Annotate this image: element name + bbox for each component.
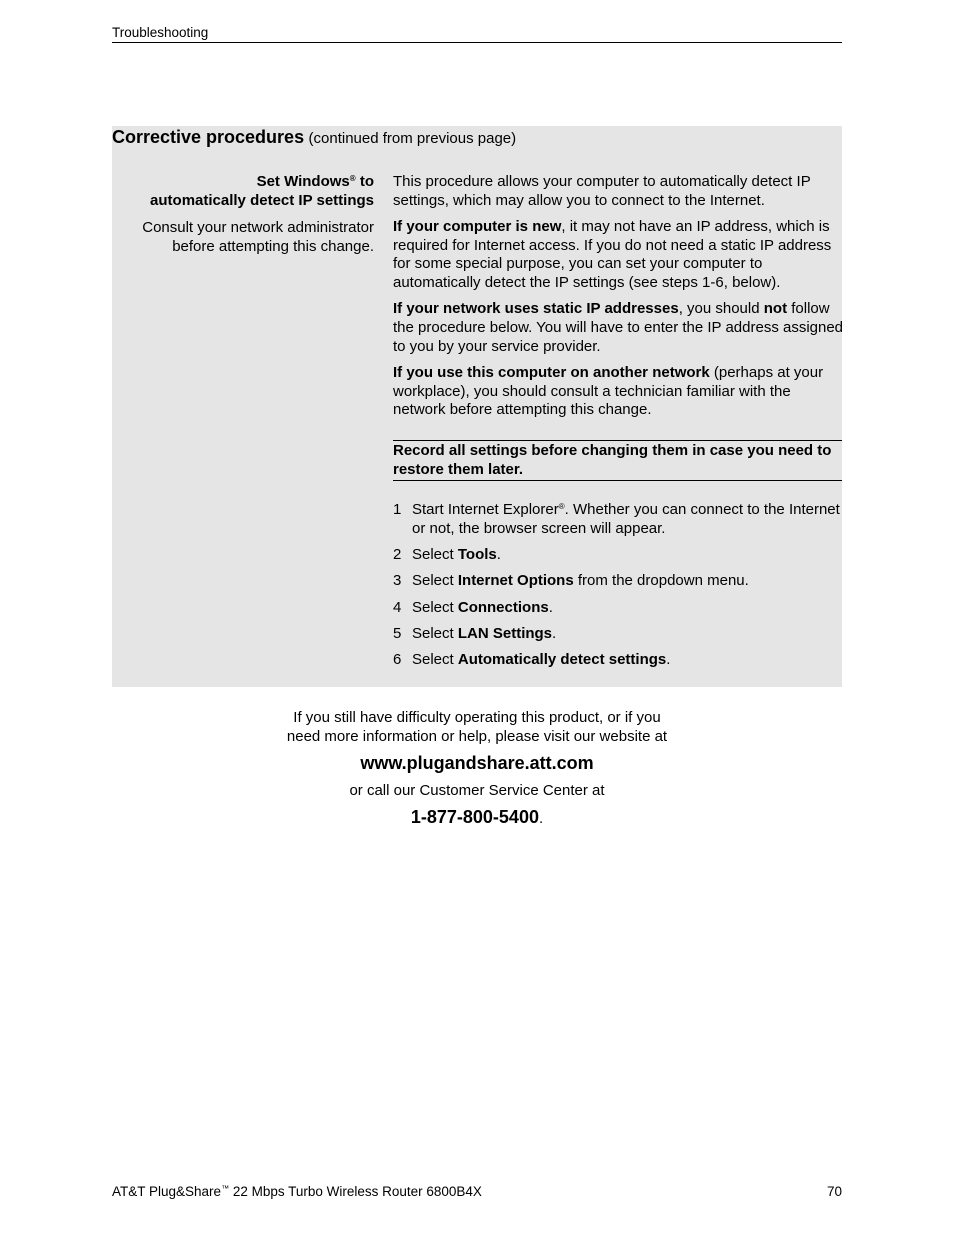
step-bold: LAN Settings bbox=[457, 624, 553, 642]
other-network-text: (perhaps at your workplace), you should consult a technician familiar with the network before attempting this change. bbox=[393, 363, 824, 419]
procedure-heading-text: Set Windows bbox=[256, 173, 350, 190]
step-number: 1 bbox=[393, 501, 402, 519]
step-text: Select bbox=[412, 572, 458, 590]
new-computer-paragraph bbox=[393, 218, 845, 293]
step-number: 4 bbox=[393, 598, 402, 616]
trademark-mark: ™ bbox=[221, 1184, 230, 1193]
static-ip-text: , you should bbox=[678, 300, 764, 318]
registered-mark: ® bbox=[558, 502, 565, 512]
other-network-paragraph bbox=[393, 364, 845, 420]
step-bold: Internet Options bbox=[457, 572, 574, 590]
steps-list bbox=[393, 501, 845, 669]
procedure-body bbox=[393, 173, 845, 677]
step-text-post: . bbox=[552, 624, 557, 642]
step-item bbox=[393, 501, 845, 538]
procedure-heading-text-2: to bbox=[355, 173, 374, 190]
step-bold: Automatically detect settings bbox=[457, 651, 667, 669]
page-number: 70 bbox=[826, 1184, 842, 1199]
product-name-part2: 22 Mbps Turbo Wireless Router 6800B4X bbox=[229, 1184, 482, 1199]
step-text-post: . bbox=[548, 598, 553, 616]
step-text-post: . bbox=[666, 651, 671, 669]
step-text: Select bbox=[412, 624, 458, 642]
static-ip-bold: If your network uses static IP addresses bbox=[393, 300, 679, 318]
step-number: 6 bbox=[393, 651, 402, 669]
help-text-line1: If you still have difficulty operating this product, or if you bbox=[293, 709, 661, 726]
help-contact-block bbox=[112, 708, 842, 836]
step-number: 3 bbox=[393, 572, 402, 590]
caution-box: Record all settings before changing them in case you need to restore them later. bbox=[393, 440, 842, 481]
panel-title bbox=[112, 127, 516, 148]
static-ip-paragraph bbox=[393, 300, 845, 356]
phone-period: . bbox=[538, 810, 544, 827]
step-item bbox=[393, 572, 845, 591]
step-text: Select bbox=[412, 651, 458, 669]
step-number: 5 bbox=[393, 624, 402, 642]
step-text-post: . bbox=[496, 546, 501, 564]
step-text-post: from the dropdown menu. bbox=[573, 572, 749, 590]
step-text: Select bbox=[412, 598, 458, 616]
registered-mark: ® bbox=[349, 174, 356, 183]
procedure-note-line2: before attempting this change. bbox=[172, 237, 374, 255]
static-ip-not: not bbox=[763, 300, 788, 318]
procedure-note-line1: Consult your network administrator bbox=[142, 219, 374, 236]
product-name bbox=[112, 1184, 482, 1199]
panel-title-main: Corrective procedures bbox=[112, 127, 305, 147]
section-title: Troubleshooting bbox=[112, 25, 209, 40]
step-text: Select bbox=[412, 546, 458, 564]
website-link[interactable]: www.plugandshare.att.com bbox=[360, 753, 594, 773]
phone-number-text: 1-877-800-5400 bbox=[410, 807, 539, 827]
step-item bbox=[393, 599, 845, 618]
product-name-part1: AT&T Plug&Share bbox=[112, 1184, 222, 1199]
panel-title-sub: (continued from previous page) bbox=[308, 130, 517, 147]
procedure-sidebar bbox=[112, 173, 374, 256]
phone-number bbox=[112, 808, 842, 828]
step-item bbox=[393, 651, 845, 670]
new-computer-bold: If your computer is new bbox=[393, 217, 562, 235]
running-header bbox=[112, 25, 842, 43]
intro-paragraph: This procedure allows your computer to automatically detect IP settings, which may allow you to connect to the Internet. bbox=[393, 173, 811, 209]
procedure-note bbox=[112, 219, 374, 256]
step-bold: Connections bbox=[457, 598, 549, 616]
page-footer bbox=[112, 1184, 842, 1199]
other-network-bold: If you use this computer on another network bbox=[393, 363, 710, 381]
help-text-line2: need more information or help, please visit our website at bbox=[286, 728, 668, 745]
step-number: 2 bbox=[393, 546, 402, 564]
procedure-heading-line2: automatically detect IP settings bbox=[150, 191, 374, 209]
new-computer-text: , it may not have an IP address, which is required for Internet access. If you do not need a static IP address for some special purpose, you can set your computer to automatically detect the IP settings (see steps 1-6, below). bbox=[393, 217, 832, 292]
step-item bbox=[393, 625, 845, 644]
step-item bbox=[393, 546, 845, 565]
help-text-line3: or call our Customer Service Center at bbox=[349, 782, 605, 799]
procedure-heading bbox=[112, 173, 374, 210]
step-text-post: . Whether you can connect to the Internet or not, the browser screen will appear. bbox=[412, 501, 840, 538]
step-bold: Tools bbox=[457, 546, 497, 564]
corrective-procedures-panel bbox=[112, 126, 842, 687]
static-ip-rest: follow the procedure below. You will have to enter the IP address assigned to you by your service provider. bbox=[393, 300, 844, 355]
step-text: Start Internet Explorer bbox=[412, 501, 559, 519]
